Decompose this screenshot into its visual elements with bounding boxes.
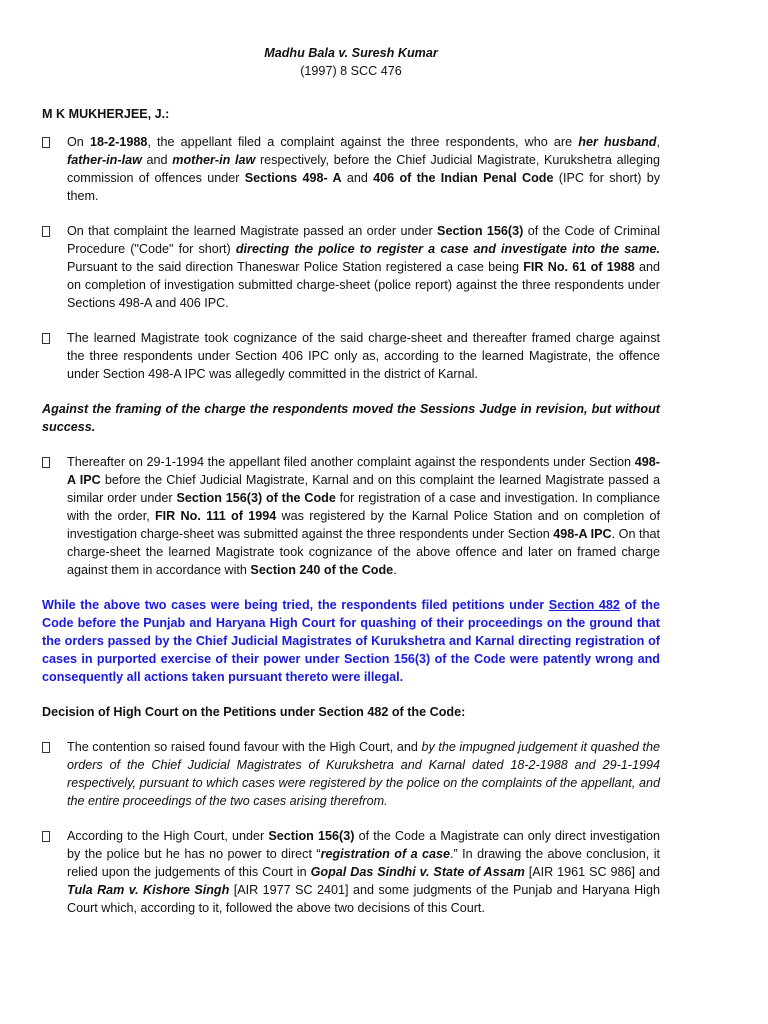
paragraph: [42, 222, 660, 312]
paragraph: [42, 453, 660, 579]
text-run: Thereafter on 29-1-1994 the appellant filed another complaint against the respondents under Section: [67, 455, 635, 469]
paragraph: [42, 400, 660, 436]
section-heading: [42, 703, 660, 721]
text-run: Pursuant to the said direction Thaneswar Police Station registered a case being: [67, 260, 524, 274]
text-run: [AIR 1977 SC 2401] and some judgments of the Punjab and Haryana High Court which, according to it, followed the above two decisions of this Court.: [67, 883, 660, 915]
text-run: Section 156(3): [437, 224, 524, 238]
text-run: Gopal Das Sindhi v. State of Assam: [310, 865, 525, 879]
text-run: .: [393, 563, 397, 577]
paragraph: [42, 738, 660, 810]
text-run: , the appellant filed a complaint against the three respondents, who are: [147, 135, 579, 149]
text-run: (IPC for short) by them.: [67, 171, 661, 203]
text-run: FIR No. 61 of 1988: [523, 260, 635, 274]
text-run: Sections 498- A: [244, 171, 342, 185]
text-run: Against the framing of the charge the respondents moved the Sessions Judge in revision, but without success.: [42, 402, 660, 434]
case-citation: (1997) 8 SCC 476: [300, 64, 402, 78]
case-header: [42, 44, 660, 80]
text-run: . On that charge-sheet the learned Magistrate took cognizance of the above offence and later on framed charge against them in accordance with: [67, 527, 661, 577]
paragraph: [42, 596, 660, 686]
missing-glyph-box-icon: [42, 742, 50, 753]
document-page: [42, 44, 660, 934]
text-run: While the above two cases were being tried, the respondents filed petitions under: [42, 598, 549, 612]
text-run: father-in-law: [67, 153, 142, 167]
section-link[interactable]: Section 482: [548, 598, 620, 612]
text-run: respectively, before the Chief Judicial Magistrate, Kurukshetra alleging commission of offences under: [67, 153, 660, 185]
text-run: of the Code a Magistrate can only direct investigation by the police but he has no power to direct “: [67, 829, 660, 861]
text-run: According to the High Court, under: [67, 829, 269, 843]
text-run: On that complaint the learned Magistrate passed an order under: [67, 224, 438, 238]
text-run: mother-in law: [172, 153, 256, 167]
text-run: of the Code of Criminal Procedure ("Code" for short): [67, 224, 661, 256]
text-run: was registered by the Karnal Police Station and on completion of investigation charge-sheet was submitted against the three respondents under Section: [67, 509, 660, 541]
missing-glyph-box-icon: [42, 137, 50, 148]
text-run: and on completion of investigation submitted charge-sheet (police report) against the three respondents under Sections 498-A and 406 IPC.: [67, 260, 661, 310]
paragraph: [42, 329, 660, 383]
paragraph: [42, 827, 660, 917]
text-run: On: [67, 135, 90, 149]
text-run: Decision of High Court on the Petitions under Section 482 of the Code:: [42, 705, 466, 719]
text-run: Section 156(3): [268, 829, 355, 843]
text-run: 18-2-1988: [89, 135, 148, 149]
text-run: for registration of a case and investigation. In compliance with the order,: [67, 491, 660, 523]
text-run: 406 of the Indian Penal Code: [373, 171, 554, 185]
text-run: of the Code before the Punjab and Haryana High Court for quashing of their proceedings on the ground that the orders passed by the Chief Judicial Magistrates of Kurukshetra and Karnal directing registration of cases in purported exercise of their power under Section 156(3) of the Code were patently wrong and consequently all actions taken pursuant thereto were illegal.: [42, 598, 660, 684]
text-run: The learned Magistrate took cognizance of the said charge-sheet and thereafter framed charge against the three respondents under Section 406 IPC only as, according to the learned Magistrate, the offence under Section 498-A IPC was allegedly committed in the district of Karnal.: [67, 331, 660, 381]
text-run: before the Chief Judicial Magistrate, Karnal and on this complaint the learned Magistrate passed a similar order under: [67, 473, 660, 505]
text-run: 498-A IPC: [67, 455, 660, 487]
text-run: by the impugned judgement it quashed the orders of the Chief Judicial Magistrates of Kurukshetra and Karnal dated 18-2-1988 and 29-1-1994 respectively, pursuant to which cases were registered by the police on the complaints of the appellant, and the entire proceedings of the two cases arising therefrom.: [67, 740, 660, 808]
missing-glyph-box-icon: [42, 457, 50, 468]
text-run: Section 240 of the Code: [250, 563, 394, 577]
text-run: ,: [656, 135, 660, 149]
text-run: 498-A IPC: [553, 527, 612, 541]
text-run: and: [141, 153, 173, 167]
judgment-body: [42, 133, 660, 917]
judge-name: M K MUKHERJEE, J.:: [42, 107, 170, 121]
text-run: registration of a case: [320, 847, 451, 861]
missing-glyph-box-icon: [42, 333, 50, 344]
missing-glyph-box-icon: [42, 831, 50, 842]
text-run: Section 156(3) of the Code: [176, 491, 336, 505]
text-run: The contention so raised found favour with the High Court, and: [67, 740, 422, 754]
text-run: directing the police to register a case and investigate into the same.: [235, 242, 660, 256]
text-run: FIR No. 111 of 1994: [154, 509, 277, 523]
text-run: and: [341, 171, 374, 185]
text-run: her husband: [578, 135, 657, 149]
text-run: Tula Ram v. Kishore Singh: [67, 883, 230, 897]
text-run: .” In drawing the above conclusion, it relied upon the judgements of this Court in: [67, 847, 661, 879]
paragraph: [42, 133, 660, 205]
text-run: [AIR 1961 SC 986] and: [524, 865, 661, 879]
missing-glyph-box-icon: [42, 226, 50, 237]
case-title: Madhu Bala v. Suresh Kumar: [264, 46, 438, 60]
